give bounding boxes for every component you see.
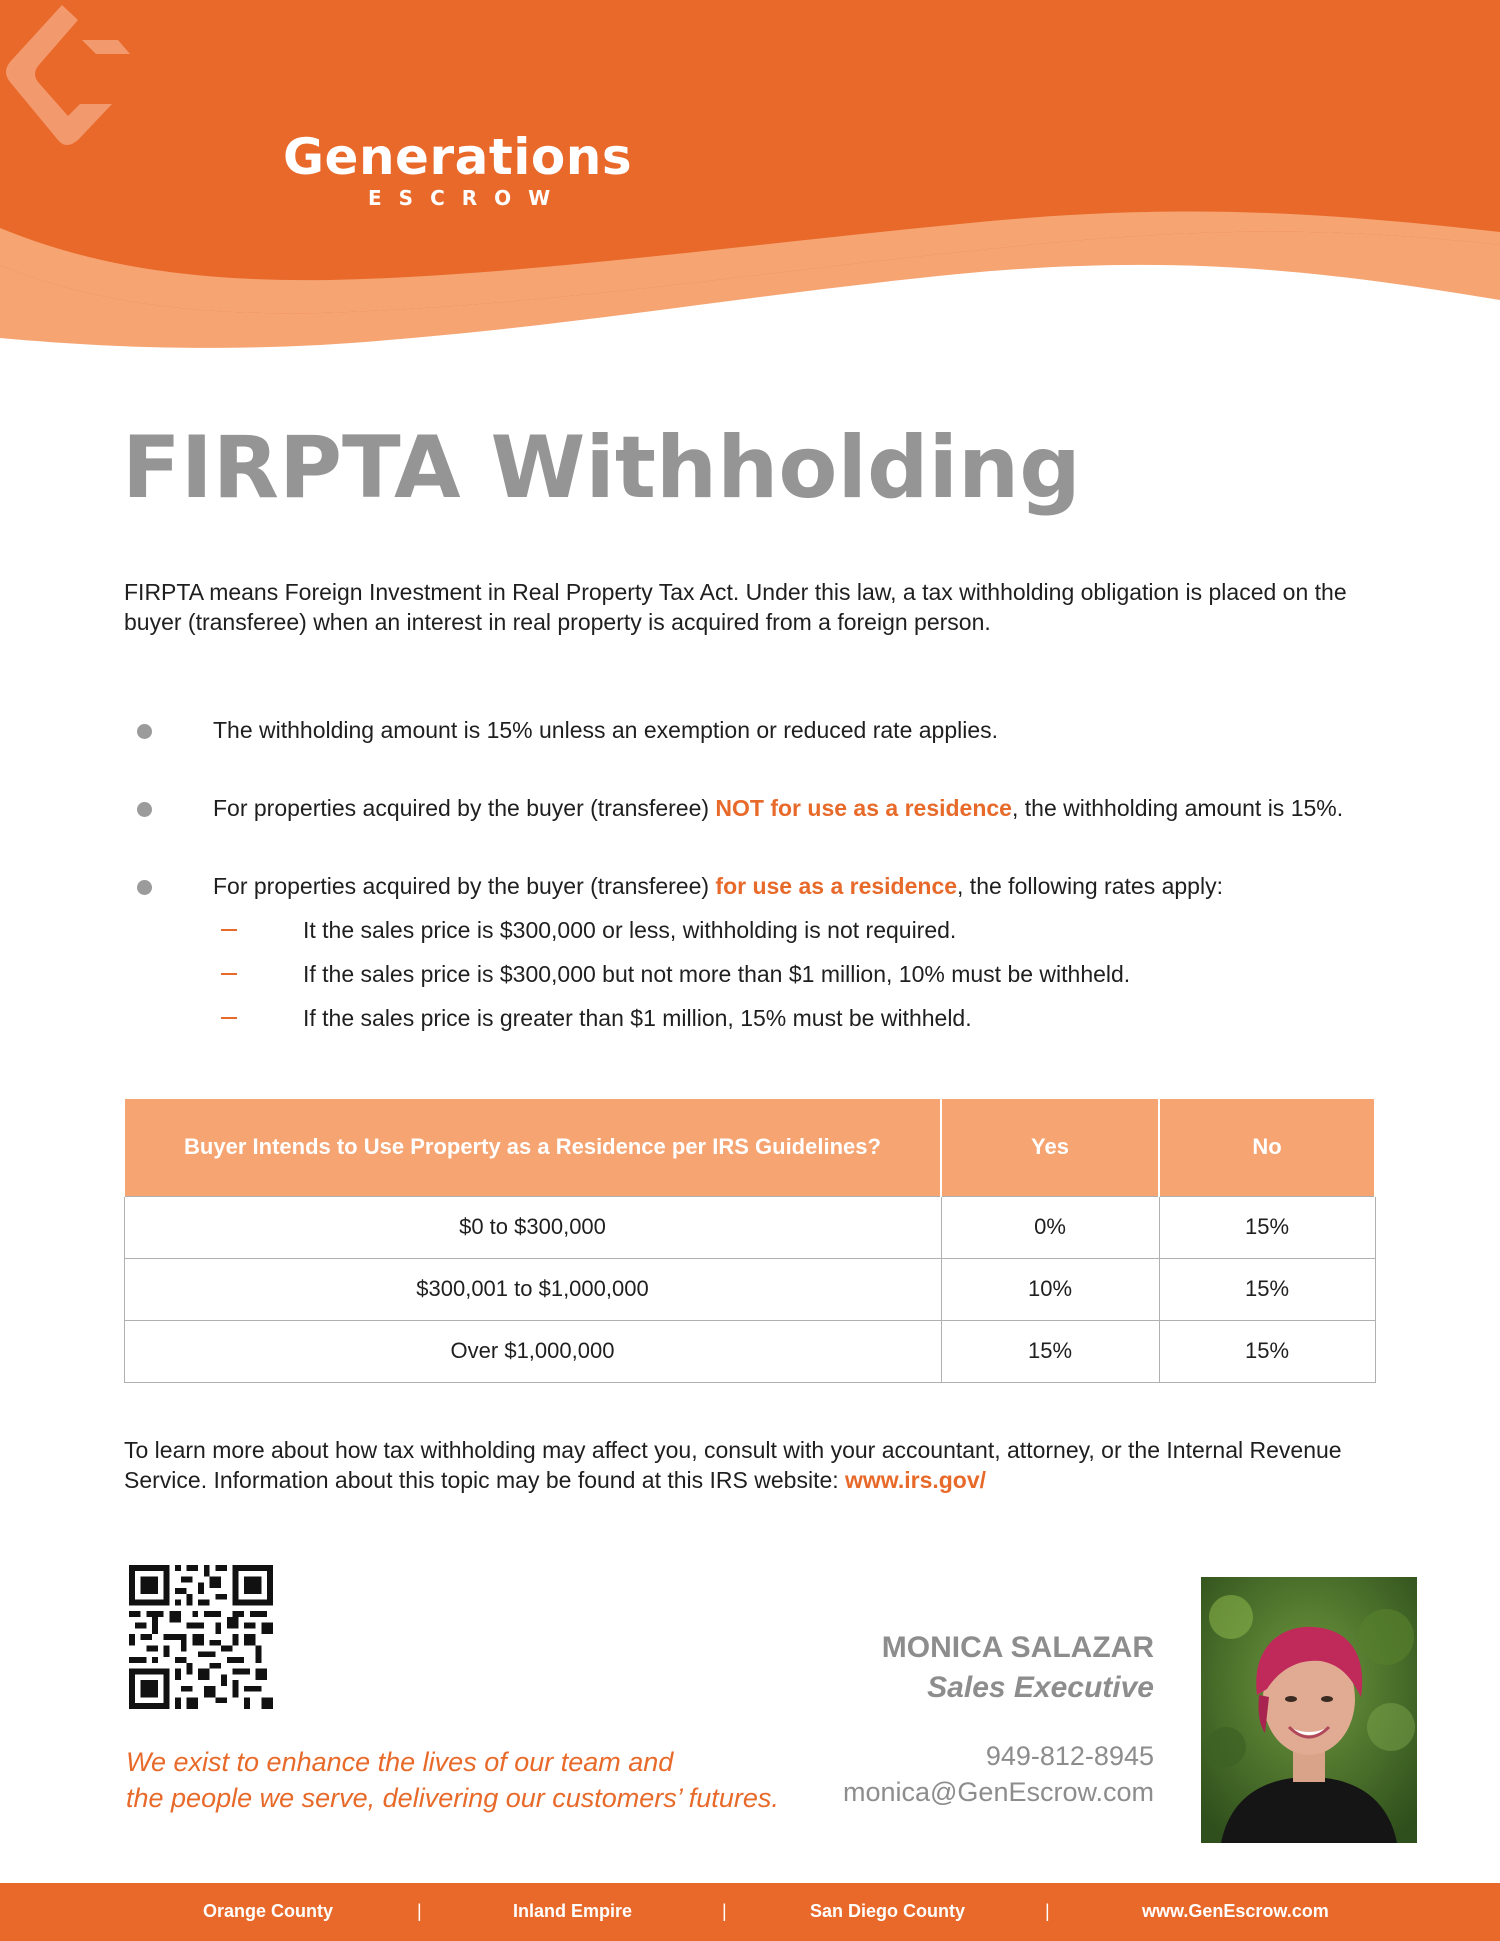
bullet-text: For properties acquired by the buyer (transferee) for use as a residence, the following rates apply:	[213, 873, 1223, 899]
footer-region-inland-empire: Inland Empire	[513, 1901, 633, 1921]
highlight-text: for use as a residence	[715, 873, 958, 899]
sub-bullet-text: It the sales price is $300,000 or less, withholding is not required.	[303, 917, 957, 943]
table-row	[124, 1320, 1375, 1382]
footer-separator: |	[722, 1901, 727, 1921]
table-header-cell: No	[1159, 1098, 1375, 1196]
learn-more-paragraph: To learn more about how tax withholding may affect you, consult with your accountant, attorney, or the Internal Revenue Service. Information about this topic may be found at this IRS website: www.irs.gov/	[124, 1437, 1342, 1493]
dash-icon	[221, 1017, 237, 1019]
dash-icon	[221, 929, 237, 931]
table-header-cell: Buyer Intends to Use Property as a Residence per IRS Guidelines?	[124, 1098, 941, 1196]
footer-bar	[0, 1883, 1500, 1941]
table-cell: 15%	[1159, 1258, 1375, 1320]
page-title: FIRPTA Withholding	[122, 418, 1081, 518]
withholding-rates-table	[123, 1097, 1376, 1383]
qr-code[interactable]	[129, 1565, 273, 1709]
contact-email[interactable]: monica@GenEscrow.com	[842, 1777, 1154, 1807]
table-header-row	[124, 1098, 1375, 1196]
bullet-dot-icon	[137, 880, 152, 895]
table-cell: $300,001 to $1,000,000	[124, 1258, 941, 1320]
highlight-text: NOT for use as a residence	[715, 795, 1012, 821]
footer-region-san-diego: San Diego County	[810, 1901, 966, 1921]
footer-website-link[interactable]: www.GenEscrow.com	[1142, 1901, 1329, 1921]
footer-region-orange-county: Orange County	[203, 1901, 334, 1921]
brand-subtitle: ESCROW	[368, 186, 568, 210]
table-cell: 15%	[1159, 1320, 1375, 1382]
footer-separator: |	[1045, 1901, 1050, 1921]
contact-name: MONICA SALAZAR	[881, 1631, 1154, 1664]
contact-title: Sales Executive	[927, 1671, 1154, 1704]
table-cell: Over $1,000,000	[124, 1320, 941, 1382]
contact-block	[843, 1628, 1154, 1810]
header-wave	[0, 0, 1500, 360]
table-row	[124, 1258, 1375, 1320]
brand-name: Generations	[283, 128, 633, 186]
bullet-text: For properties acquired by the buyer (transferee) NOT for use as a residence, the withholding amount is 15%.	[213, 795, 1344, 821]
company-tagline: We exist to enhance the lives of our team and the people we serve, delivering our customers’ futures.	[126, 1747, 779, 1813]
logo-icon	[0, 0, 150, 170]
dash-icon	[221, 973, 237, 975]
sub-bullet-text: If the sales price is greater than $1 million, 15% must be withheld.	[303, 1005, 972, 1031]
table-header-cell: Yes	[941, 1098, 1159, 1196]
bullet-dot-icon	[137, 802, 152, 817]
table-cell: $0 to $300,000	[124, 1196, 941, 1258]
table-cell: 10%	[941, 1258, 1159, 1320]
header-banner	[0, 0, 1500, 360]
contact-photo	[1201, 1577, 1417, 1843]
contact-phone[interactable]: 949-812-8945	[985, 1741, 1154, 1771]
table-cell: 15%	[1159, 1196, 1375, 1258]
bullet-text: The withholding amount is 15% unless an exemption or reduced rate applies.	[213, 717, 999, 743]
intro-paragraph: FIRPTA means Foreign Investment in Real Property Tax Act. Under this law, a tax withholding obligation is placed on the buyer (transferee) when an interest in real property is acquired from a foreign person.	[124, 579, 1347, 635]
bullet-dot-icon	[137, 724, 152, 739]
table-cell: 0%	[941, 1196, 1159, 1258]
irs-link[interactable]: www.irs.gov/	[845, 1467, 987, 1493]
sub-bullet-text: If the sales price is $300,000 but not more than $1 million, 10% must be withheld.	[303, 961, 1131, 987]
footer-separator: |	[417, 1901, 422, 1921]
table-row	[124, 1196, 1375, 1258]
table-cell: 15%	[941, 1320, 1159, 1382]
